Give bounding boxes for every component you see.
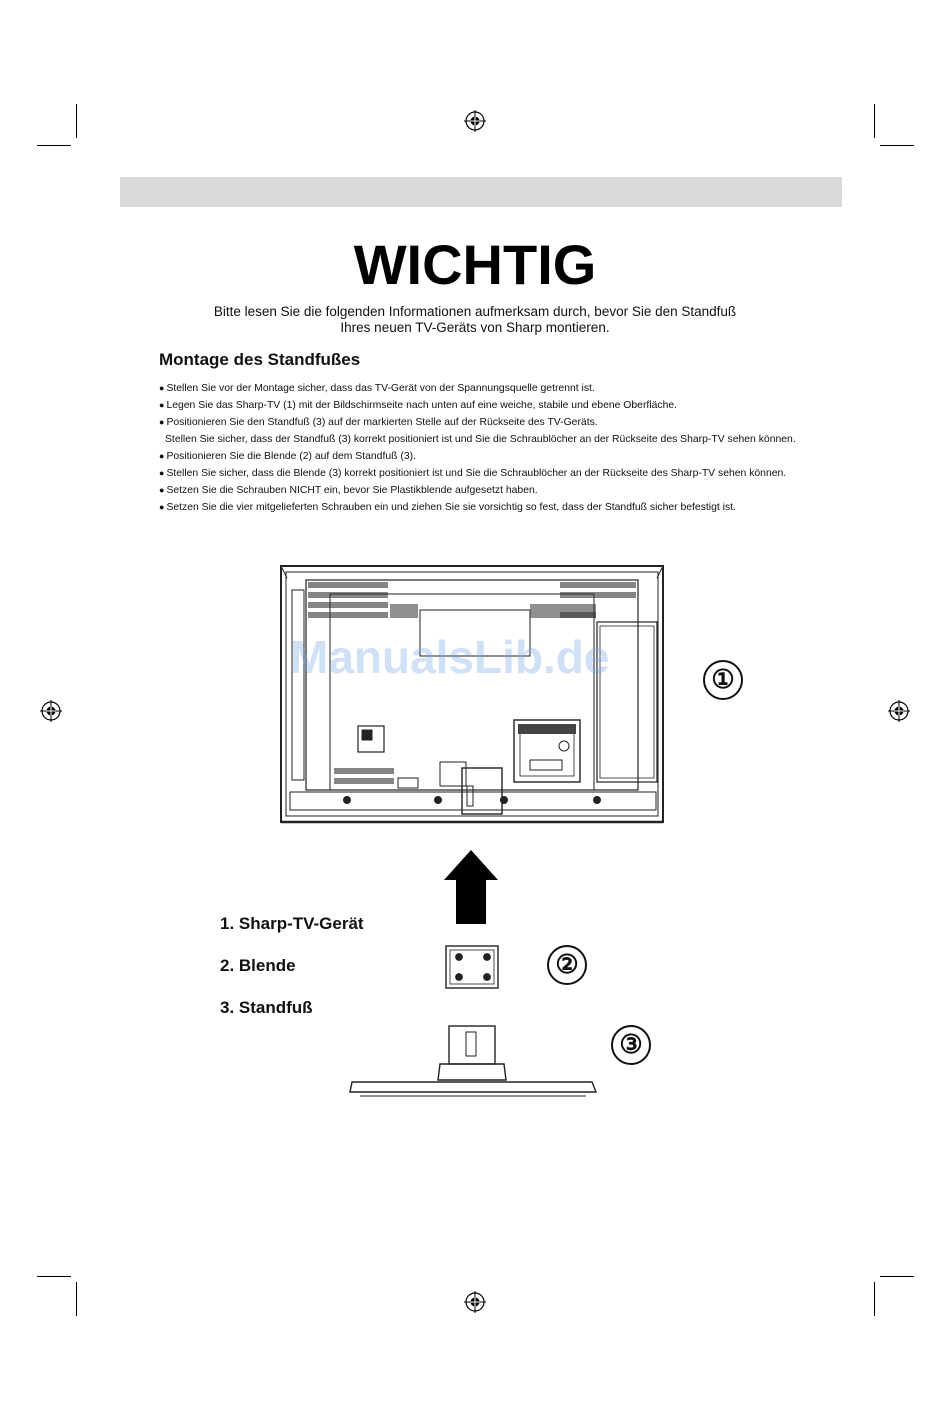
up-arrow-icon — [444, 850, 498, 924]
list-item: ● Setzen Sie die Schrauben NICHT ein, bevor Sie Plastikblende aufgesetzt haben. — [159, 485, 538, 497]
legend-item-stand: 3. Standfuß — [220, 998, 313, 1017]
list-item: ● Legen Sie das Sharp-TV (1) mit der Bildschirmseite nach unten auf eine weiche, stabile und ebene Oberfläche. — [159, 400, 678, 412]
stand-illustration — [350, 1026, 596, 1096]
list-item-text: Setzen Sie die vier mitgelieferten Schrauben ein und ziehen Sie sie vorsichtig so fest, dass der Standfuß sicher befestigt ist. — [166, 502, 736, 514]
callout-2: ② — [547, 945, 587, 985]
intro-line: Ihres neuen TV-Geräts von Sharp montieren. — [340, 320, 610, 335]
callout-3: ③ — [611, 1025, 651, 1065]
bezel-illustration — [446, 946, 498, 988]
list-item: ● Positionieren Sie die Blende (2) auf dem Standfuß (3). — [159, 450, 416, 462]
legend-item-bezel: 2. Blende — [220, 956, 296, 975]
page-title: WICHTIG — [353, 233, 597, 296]
list-item: ● Stellen Sie sicher, dass die Blende (3) korrekt positioniert ist und Sie die Schraublöcher an der Rückseite des Sharp-TV sehen können. — [159, 468, 787, 480]
list-item-text: Positionieren Sie die Blende (2) auf dem Standfuß (3). — [166, 450, 416, 462]
list-item: ● Setzen Sie die vier mitgelieferten Schrauben ein und ziehen Sie sie vorsichtig so fest, dass der Standfuß sicher befestigt ist. — [159, 502, 736, 514]
intro-line: Bitte lesen Sie die folgenden Informationen aufmerksam durch, bevor Sie den Standfuß — [213, 304, 737, 319]
list-item-text: Stellen Sie sicher, dass die Blende (3) korrekt positioniert ist und Sie die Schraublöcher an der Rückseite des Sharp-TV sehen können. — [166, 468, 787, 480]
list-item-text: Positionieren Sie den Standfuß (3) auf der markierten Stelle auf der Rückseite des TV-Geräts. — [166, 417, 598, 429]
list-item: ● Stellen Sie vor der Montage sicher, dass das TV-Gerät von der Spannungsquelle getrennt ist. — [159, 383, 595, 394]
legend-item-tv: 1. Sharp-TV-Gerät — [220, 914, 364, 933]
watermark: ManualsLib.de — [290, 631, 610, 683]
list-item-text: Stellen Sie vor der Montage sicher, dass das TV-Gerät von der Spannungsquelle getrennt ist. — [166, 383, 595, 394]
callout-1: ① — [703, 660, 743, 700]
list-item-text: Legen Sie das Sharp-TV (1) mit der Bildschirmseite nach unten auf eine weiche, stabile und ebene Oberfläche. — [166, 400, 678, 412]
section-heading: Montage des Standfußes — [159, 350, 361, 369]
list-item-text: Setzen Sie die Schrauben NICHT ein, bevor Sie Plastikblende aufgesetzt haben. — [166, 485, 538, 497]
list-item-text: Stellen Sie sicher, dass der Standfuß (3) korrekt positioniert ist und Sie die Schraublöcher an der Rückseite des Sharp-TV sehen können. — [165, 433, 796, 445]
list-item: ● Positionieren Sie den Standfuß (3) auf der markierten Stelle auf der Rückseite des TV-Geräts. — [159, 417, 598, 429]
